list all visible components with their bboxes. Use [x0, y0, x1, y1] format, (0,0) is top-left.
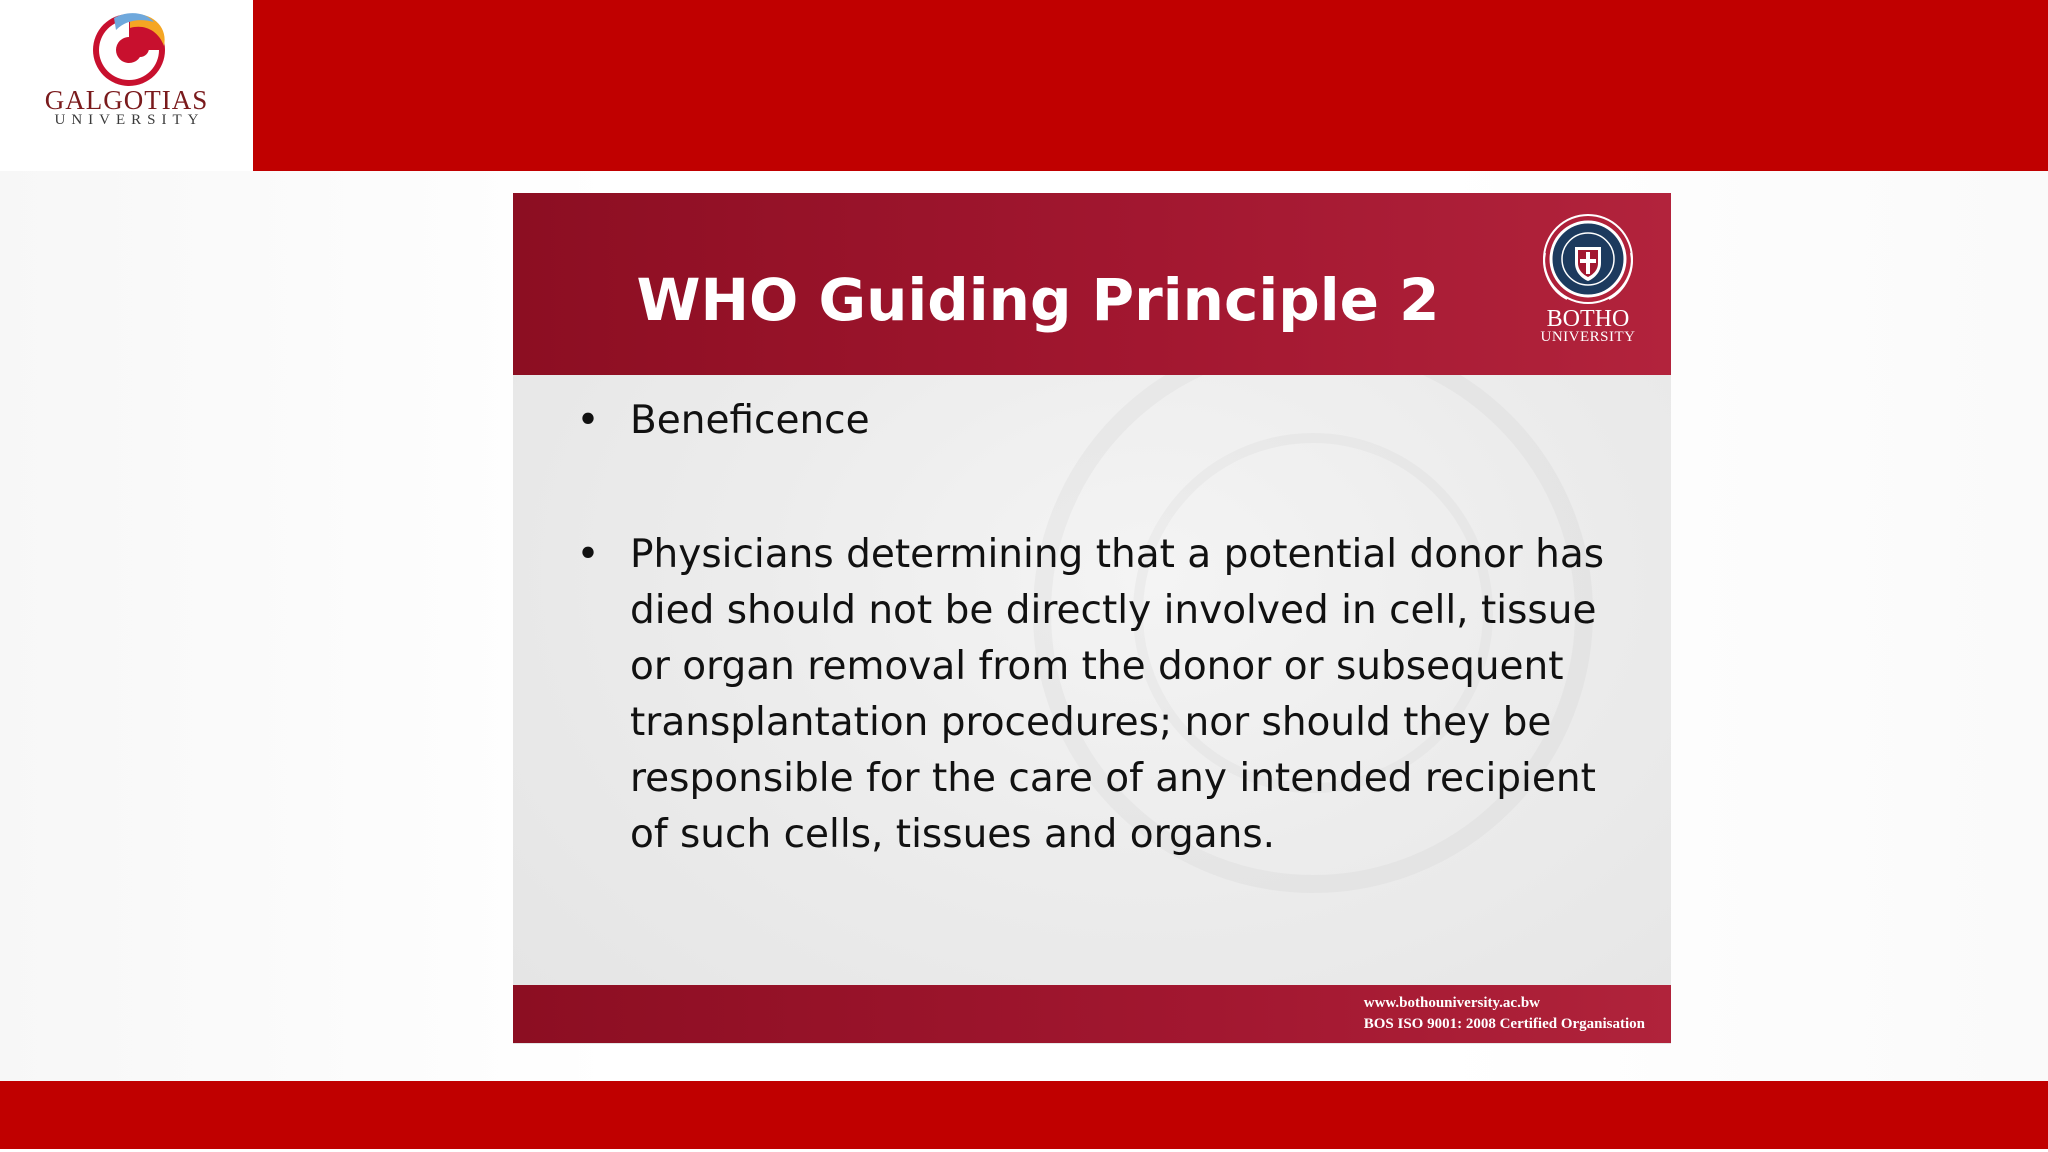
botho-seal-icon: [1523, 213, 1653, 309]
bullet-marker: •: [576, 532, 600, 577]
slide-footer: [513, 985, 1671, 1043]
header-band: [253, 0, 2048, 171]
bullet-item: [573, 393, 1633, 449]
footer-band: [0, 1081, 2048, 1149]
bullet-text: Beneficence: [630, 398, 870, 443]
bullet-item: [573, 527, 1633, 863]
logo-name: GALGOTIAS: [44, 85, 209, 115]
footer-certification: BOS ISO 9001: 2008 Certified Organisation: [1363, 1016, 1645, 1032]
footer-website: www.bothouniversity.ac.bw: [1363, 995, 1541, 1011]
seal-name: BOTHO: [1546, 306, 1630, 332]
botho-seal: [1523, 213, 1653, 363]
bullet-text: Physicians determining that a potential donor has died should not be directly involved in cell, tissue or organ removal from the donor or subsequent transplantation procedures; nor should they be responsible for the care of any intended recipient of such cells, tissues and organs.: [630, 532, 1605, 857]
bullet-marker: •: [576, 398, 600, 443]
slide: [513, 193, 1671, 1044]
galgotias-logo-icon: [84, 6, 174, 90]
slide-title-bar: [513, 193, 1671, 375]
bullet-list: [573, 393, 1633, 863]
seal-subtitle: UNIVERSITY: [1540, 329, 1636, 345]
logo-subtitle: UNIVERSITY: [54, 112, 205, 128]
slide-title: WHO Guiding Principle 2: [636, 266, 1440, 334]
galgotias-logo: [0, 0, 253, 171]
slide-footer-text: [1364, 993, 1645, 1035]
